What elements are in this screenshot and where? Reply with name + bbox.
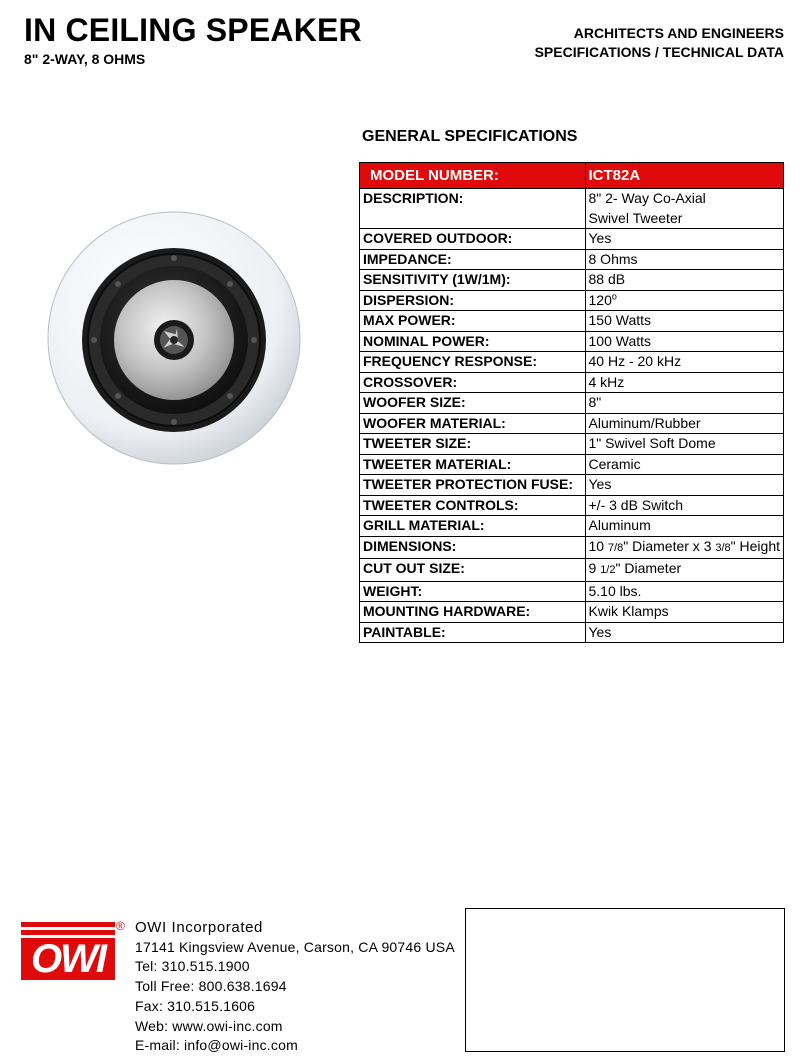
svg-text:OWI: OWI <box>31 937 105 980</box>
header-right-line1: ARCHITECTS AND ENGINEERS <box>573 25 784 41</box>
dimensions-part: " Diameter x 3 <box>623 537 716 554</box>
table-row <box>360 622 784 643</box>
table-row <box>360 311 784 332</box>
table-row <box>360 189 784 229</box>
crossover-label: CROSSOVER: <box>360 372 586 393</box>
contact-info <box>135 918 455 1056</box>
tweeter-fuse-label: TWEETER PROTECTION FUSE: <box>360 475 586 496</box>
registered-mark: ® <box>116 919 125 933</box>
table-row <box>360 331 784 352</box>
table-row <box>360 413 784 434</box>
covered-outdoor-value: Yes <box>585 229 784 250</box>
tweeter-material-label: TWEETER MATERIAL: <box>360 454 586 475</box>
dimensions-fraction: 3/8 <box>715 541 731 554</box>
table-row <box>360 249 784 270</box>
general-specifications-heading: GENERAL SPECIFICATIONS <box>362 128 578 145</box>
nominal-power-value: 100 Watts <box>585 331 784 352</box>
tweeter-fuse-value: Yes <box>585 475 784 496</box>
speaker-image <box>46 210 302 466</box>
page-subtitle: 8" 2-WAY, 8 OHMS <box>24 51 146 67</box>
company-email: E-mail: info@owi-inc.com <box>135 1037 298 1054</box>
frequency-response-value: 40 Hz - 20 kHz <box>585 352 784 373</box>
cutout-part: " Diameter <box>615 560 682 576</box>
header-right-line2: SPECIFICATIONS / TECHNICAL DATA <box>534 44 784 60</box>
woofer-material-label: WOOFER MATERIAL: <box>360 413 586 434</box>
weight-value: 5.10 lbs. <box>585 581 784 602</box>
table-row <box>360 352 784 373</box>
notes-box <box>465 908 785 1052</box>
table-row <box>360 372 784 393</box>
covered-outdoor-label: COVERED OUTDOOR: <box>360 229 586 250</box>
cutout-fraction: 1/2 <box>600 564 616 576</box>
description-line1: 8" 2- Way Co-Axial <box>588 190 706 206</box>
tweeter-controls-label: TWEETER CONTROLS: <box>360 495 586 516</box>
cut-out-size-label: CUT OUT SIZE: <box>360 559 586 582</box>
company-address: 17141 Kingsview Avenue, Carson, CA 90746 USA <box>135 938 455 955</box>
header-right <box>535 24 784 62</box>
tweeter-controls-value: +/- 3 dB Switch <box>585 495 784 516</box>
degree-symbol: o <box>611 290 617 301</box>
nominal-power-label: NOMINAL POWER: <box>360 331 586 352</box>
sensitivity-label: SENSITIVITY (1W/1M): <box>360 270 586 291</box>
crossover-value: 4 kHz <box>585 372 784 393</box>
grill-material-label: GRILL MATERIAL: <box>360 516 586 537</box>
table-row <box>360 163 784 189</box>
table-row <box>360 536 784 559</box>
dimensions-fraction: 7/8 <box>607 541 624 554</box>
company-name: OWI Incorporated <box>135 919 263 936</box>
table-row <box>360 290 784 311</box>
table-row <box>360 393 784 414</box>
table-row <box>360 602 784 623</box>
woofer-size-label: WOOFER SIZE: <box>360 393 586 414</box>
dimensions-label: DIMENSIONS: <box>360 536 586 559</box>
company-fax: Fax: 310.515.1606 <box>135 997 256 1014</box>
specifications-table <box>359 162 784 643</box>
paintable-value: Yes <box>585 622 784 643</box>
woofer-material-value: Aluminum/Rubber <box>585 413 784 434</box>
table-row <box>360 270 784 291</box>
impedance-value: 8 Ohms <box>585 249 784 270</box>
company-tel: Tel: 310.515.1900 <box>135 958 250 975</box>
table-row <box>360 454 784 475</box>
table-row <box>360 229 784 250</box>
tweeter-size-label: TWEETER SIZE: <box>360 434 586 455</box>
model-number-label: MODEL NUMBER: <box>360 163 586 189</box>
table-row <box>360 559 784 582</box>
dimensions-value <box>585 536 784 559</box>
grill-material-value: Aluminum <box>585 516 784 537</box>
page-title: IN CEILING SPEAKER <box>24 12 362 48</box>
company-web: Web: www.owi-inc.com <box>135 1017 283 1034</box>
cutout-part: 9 <box>588 560 601 576</box>
max-power-label: MAX POWER: <box>360 311 586 332</box>
model-number-value: ICT82A <box>585 163 784 189</box>
table-row <box>360 495 784 516</box>
frequency-response-label: FREQUENCY RESPONSE: <box>360 352 586 373</box>
cut-out-size-value <box>585 559 784 582</box>
description-value <box>585 189 784 229</box>
impedance-label: IMPEDANCE: <box>360 249 586 270</box>
table-row <box>360 475 784 496</box>
weight-label: WEIGHT: <box>360 581 586 602</box>
table-row <box>360 434 784 455</box>
sensitivity-value: 88 dB <box>585 270 784 291</box>
owi-logo <box>21 922 115 980</box>
description-line2: Swivel Tweeter <box>588 209 683 226</box>
mounting-hardware-label: MOUNTING HARDWARE: <box>360 602 586 623</box>
woofer-size-value: 8" <box>585 393 784 414</box>
dimensions-part: 10 <box>588 537 608 554</box>
dimensions-part: " Height <box>730 537 780 554</box>
table-row <box>360 581 784 602</box>
tweeter-size-value: 1" Swivel Soft Dome <box>585 434 784 455</box>
description-label: DESCRIPTION: <box>360 189 586 229</box>
max-power-value: 150 Watts <box>585 311 784 332</box>
table-row <box>360 516 784 537</box>
company-toll-free: Toll Free: 800.638.1694 <box>135 978 287 995</box>
mounting-hardware-value: Kwik Klamps <box>585 602 784 623</box>
dispersion-label: DISPERSION: <box>360 290 586 311</box>
dispersion-number: 120 <box>588 291 612 308</box>
dispersion-value <box>585 290 784 311</box>
paintable-label: PAINTABLE: <box>360 622 586 643</box>
tweeter-material-value: Ceramic <box>585 454 784 475</box>
